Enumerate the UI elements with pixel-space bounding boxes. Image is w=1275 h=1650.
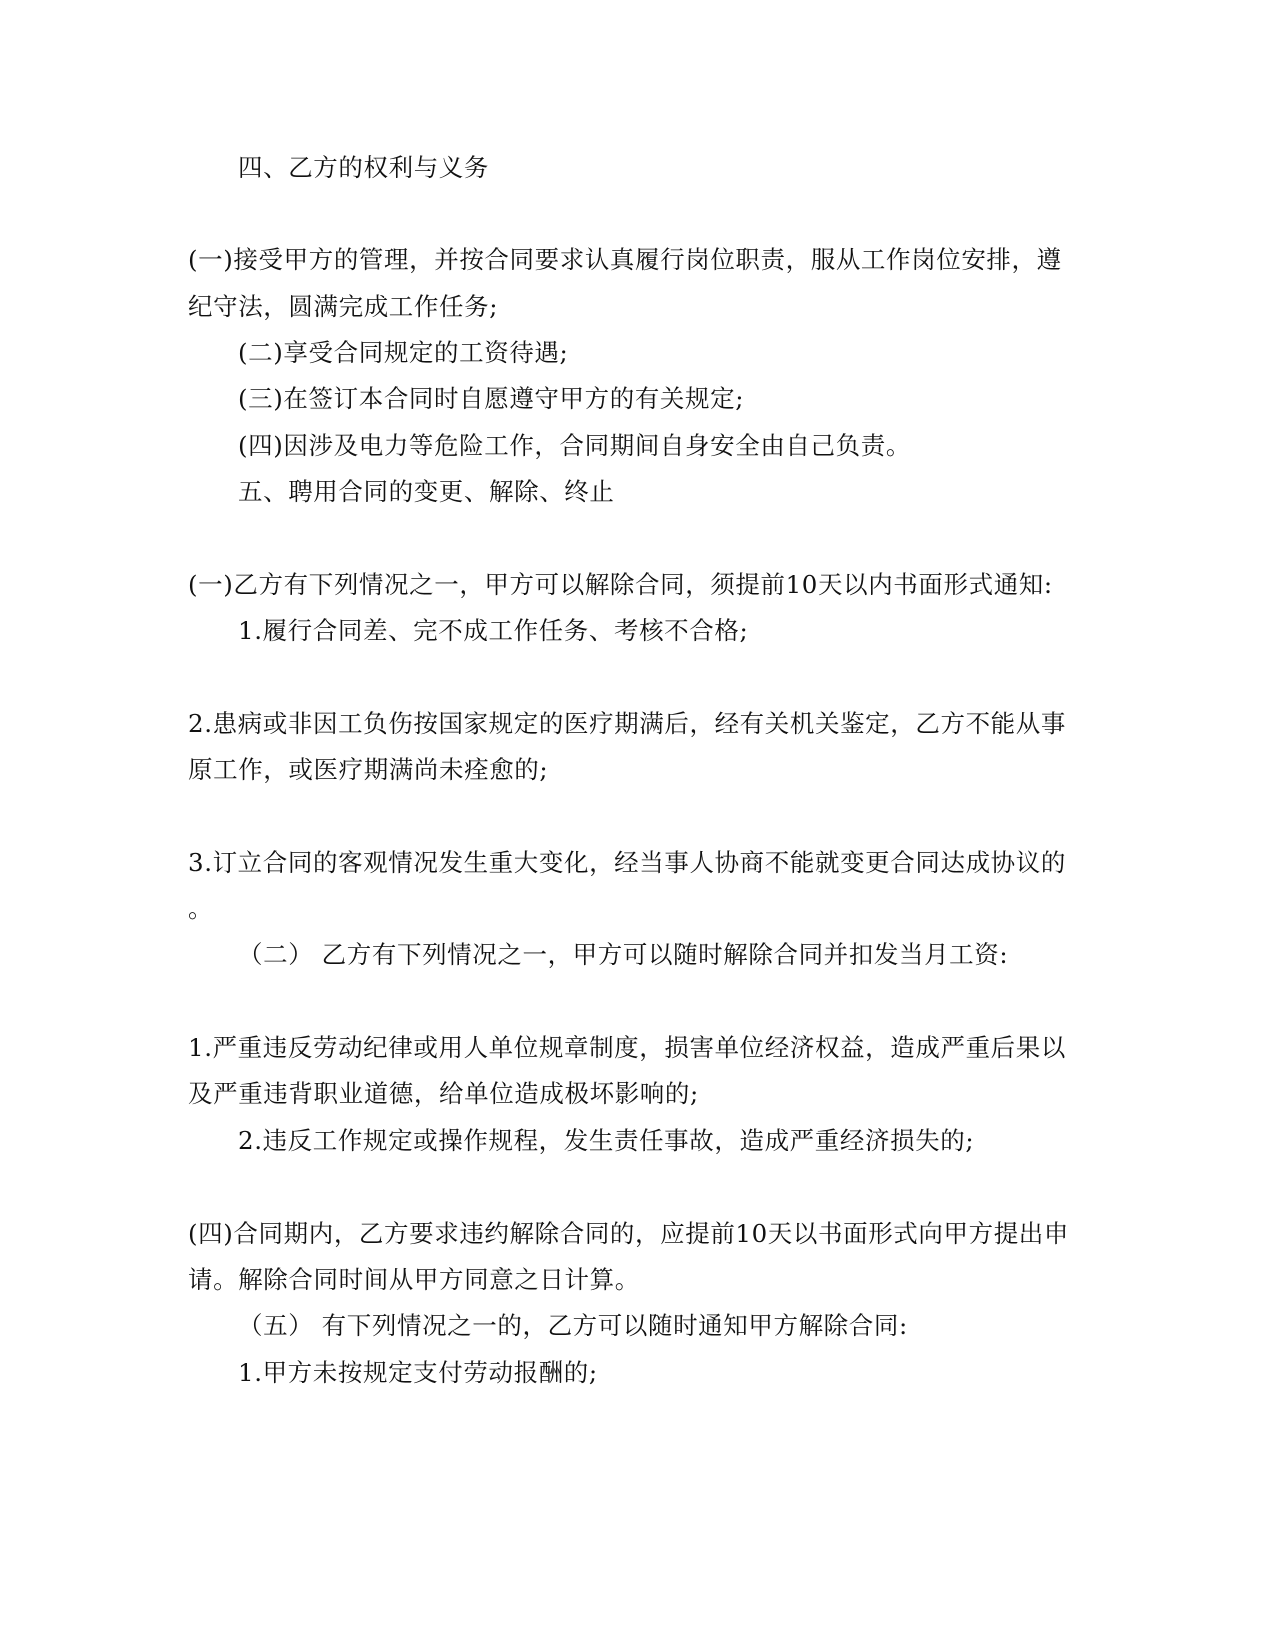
paragraph-line: 。 [188,894,214,923]
paragraph-line: （二） 乙方有下列情况之一，甲方可以随时解除合同并扣发当月工资: [238,940,1009,969]
paragraph-line: 2.患病或非因工负伤按国家规定的医疗期满后，经有关机关鉴定，乙方不能从事 [188,709,1066,738]
paragraph-line: (四)因涉及电力等危险工作，合同期间自身安全由自己负责。 [238,431,911,460]
paragraph-line: 纪守法，圆满完成工作任务; [188,292,499,321]
paragraph-line: (二)享受合同规定的工资待遇; [238,338,569,367]
paragraph-line: (三)在签订本合同时自愿遵守甲方的有关规定; [238,384,745,413]
paragraph-line: (一)接受甲方的管理，并按合同要求认真履行岗位职责，服从工作岗位安排，遵 [188,245,1062,274]
paragraph-line: 及严重违背职业道德，给单位造成极坏影响的; [188,1079,699,1108]
section-heading-5: 五、聘用合同的变更、解除、终止 [238,477,615,506]
paragraph-line: 3.订立合同的客观情况发生重大变化，经当事人协商不能就变更合同达成协议的 [188,848,1066,877]
section-heading-4: 四、乙方的权利与义务 [238,153,489,182]
paragraph-line: （五） 有下列情况之一的，乙方可以随时通知甲方解除合同: [238,1311,908,1340]
paragraph-line: 原工作，或医疗期满尚未痊愈的; [188,755,549,784]
paragraph-line: 2.违反工作规定或操作规程，发生责任事故，造成严重经济损失的; [238,1126,975,1155]
paragraph-line: 1.严重违反劳动纪律或用人单位规章制度，损害单位经济权益，造成严重后果以 [188,1033,1066,1062]
paragraph-line: 1.履行合同差、完不成工作任务、考核不合格; [238,616,749,645]
paragraph-line: 1.甲方未按规定支付劳动报酬的; [238,1358,598,1387]
paragraph-line: 请。解除合同时间从甲方同意之日计算。 [188,1265,640,1294]
paragraph-line: (四)合同期内，乙方要求违约解除合同的，应提前10天以书面形式向甲方提出申 [188,1219,1069,1248]
paragraph-line: (一)乙方有下列情况之一，甲方可以解除合同，须提前10天以内书面形式通知: [188,570,1053,599]
